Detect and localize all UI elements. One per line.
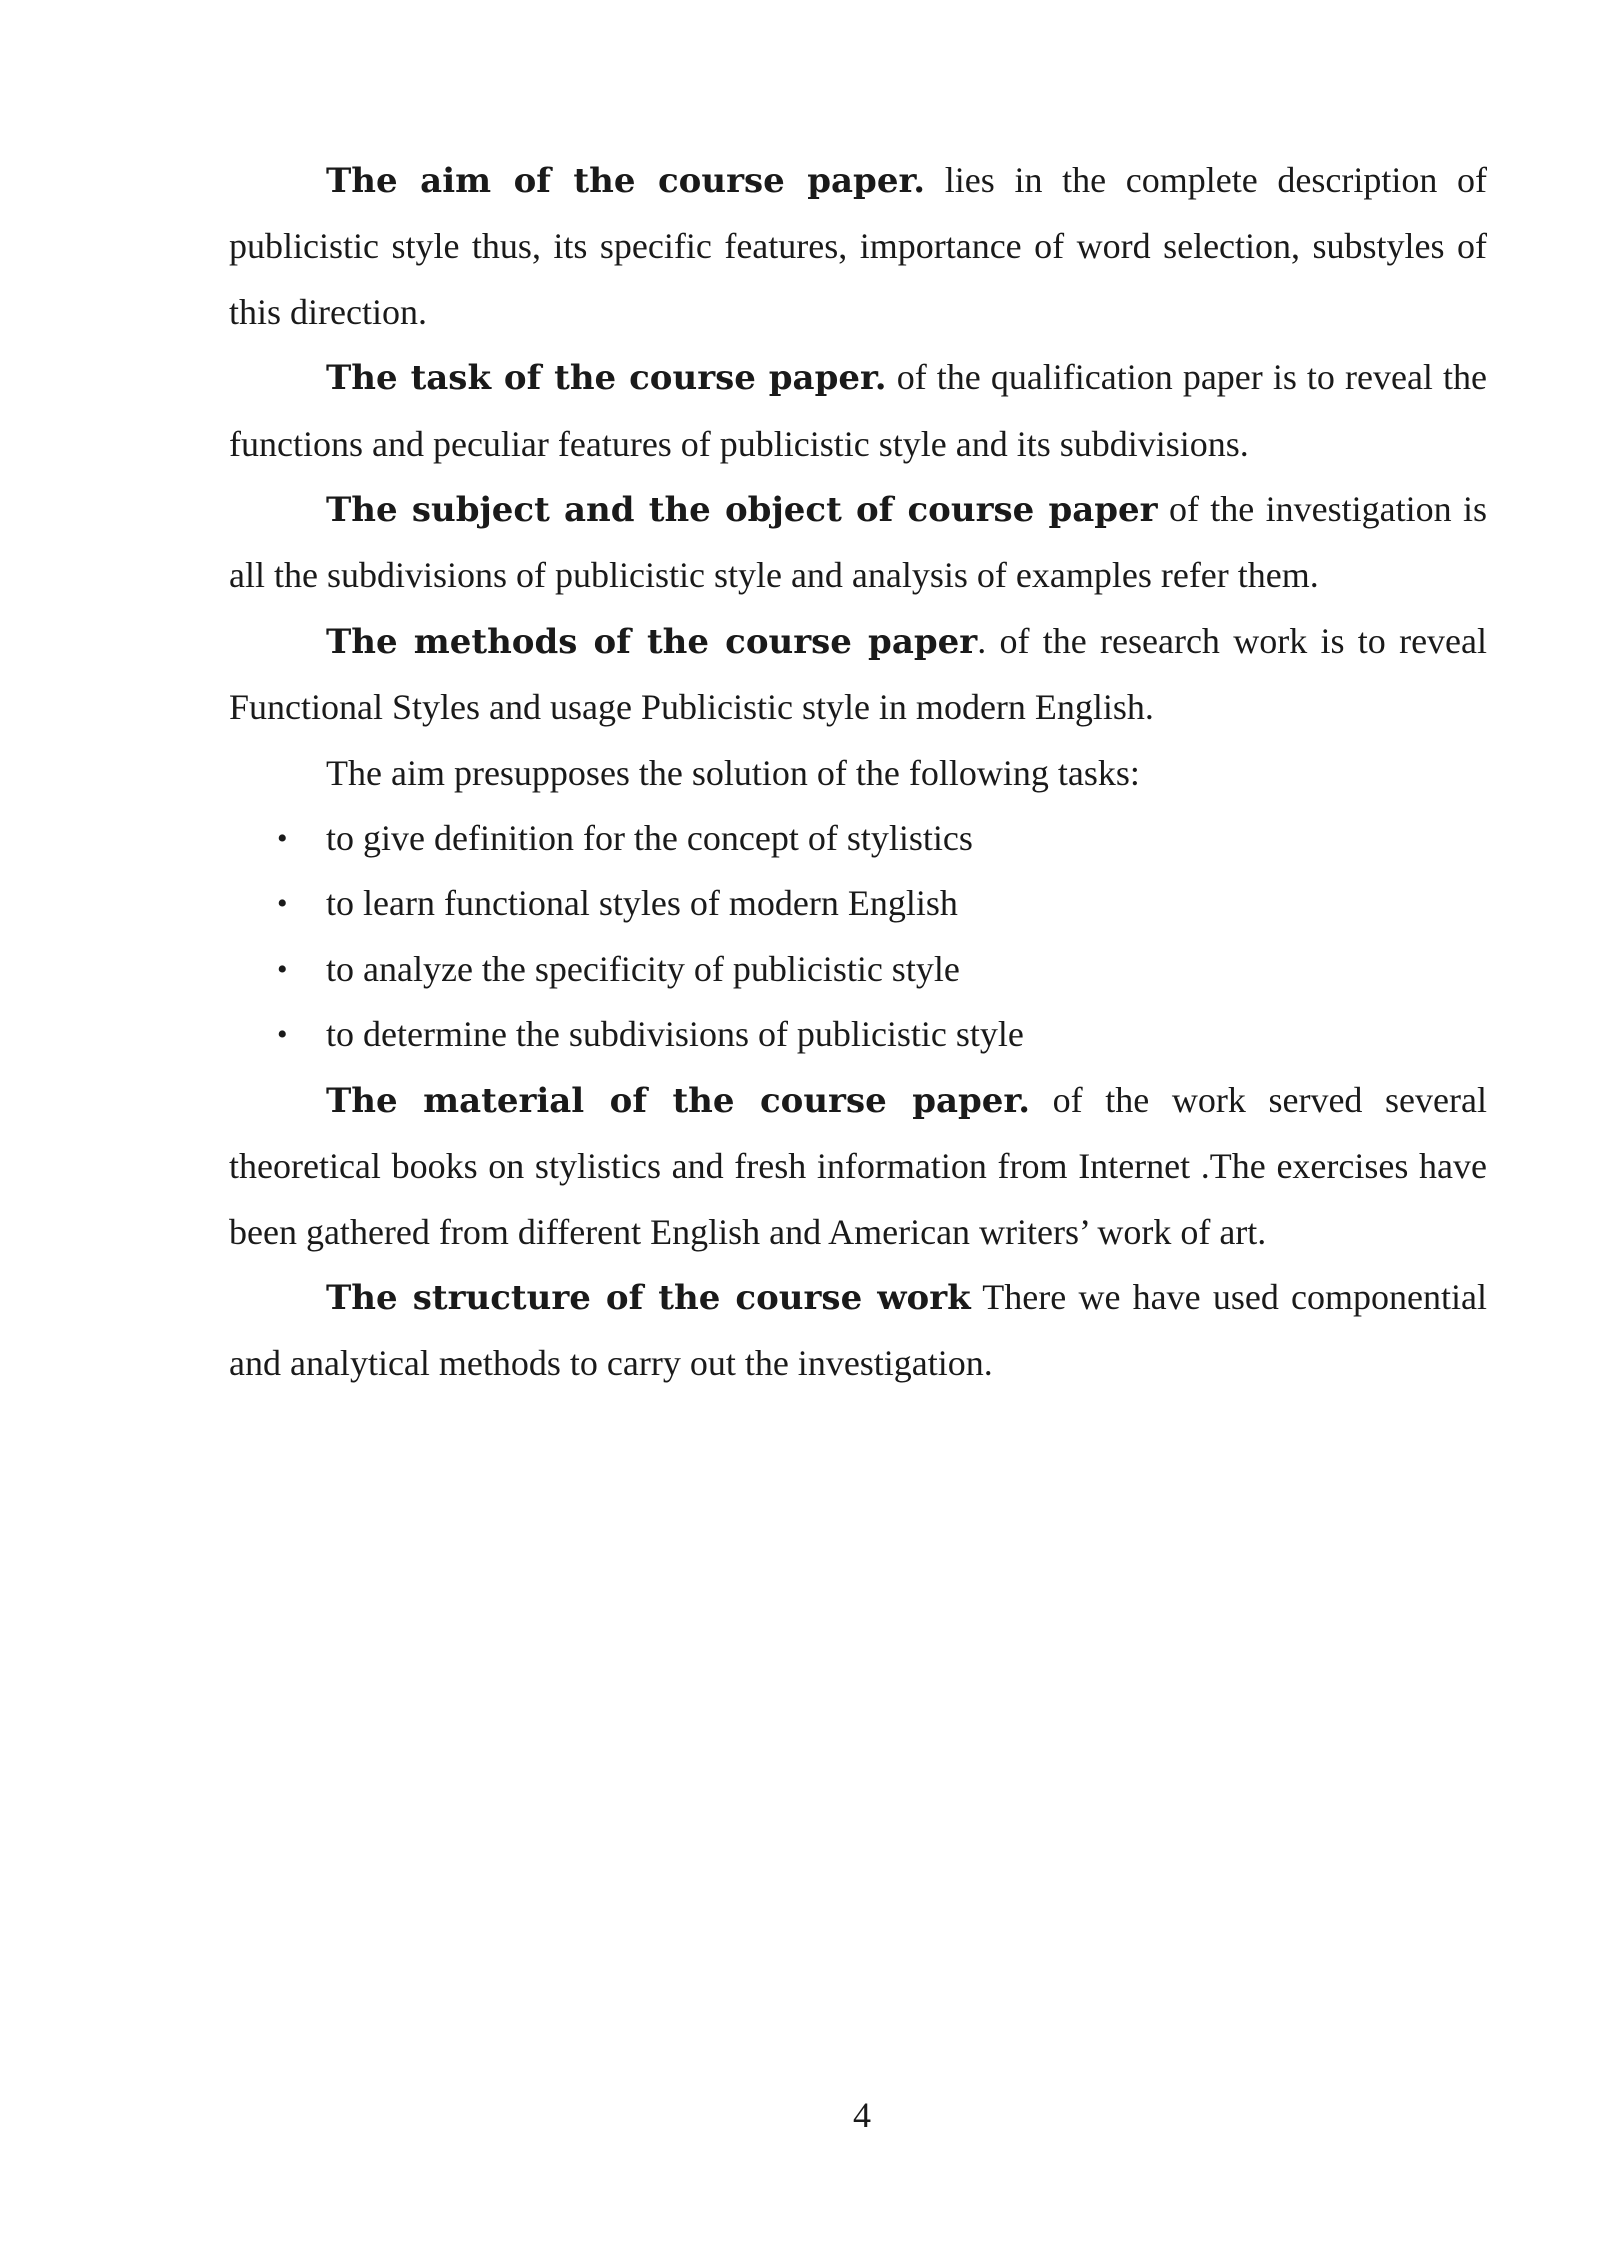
bullet-icon: •: [277, 887, 288, 921]
subject-heading: The subject and the object of course paper: [326, 490, 1158, 531]
list-item-text: to analyze the specificity of publicistic style: [326, 948, 960, 989]
aim-paragraph: [229, 148, 1487, 345]
bullet-icon: •: [277, 1018, 288, 1052]
subject-text: of the investigation is all the subdivisions of publicistic style and analysis of examples refer them.: [229, 489, 1487, 596]
page-number: 4: [853, 2095, 871, 2135]
aim-heading: The aim of the course paper.: [326, 161, 926, 201]
page-body: [229, 148, 1487, 1397]
subject-paragraph: [229, 477, 1487, 609]
list-item-text: to learn functional styles of modern English: [326, 883, 958, 924]
task-text: of the qualification paper is to reveal the functions and peculiar features of publicistic style and its subdivisions.: [229, 357, 1487, 464]
list-item: [229, 871, 1487, 936]
methods-heading: The methods of the course paper: [326, 621, 978, 662]
structure-text: There we have used componential and analytical methods to carry out the investigation.: [229, 1276, 1487, 1384]
bullet-icon: •: [277, 952, 288, 986]
methods-paragraph: [229, 609, 1487, 741]
list-item: [229, 806, 1487, 871]
methods-text: . of the research work is to reveal Functional Styles and usage Publicistic style in modern English.: [229, 620, 1488, 728]
aim-text: lies in the complete description of publicistic style thus, its specific features, importance of word selection, substyles of this direction.: [229, 160, 1487, 332]
material-text: of the work served several theoretical books on stylistics and fresh information from Internet .The exercises have been gathered from different English and American writers’ work of art.: [229, 1079, 1487, 1252]
tasks-list: [229, 806, 1487, 1068]
material-paragraph: [229, 1068, 1487, 1265]
list-item-text: to give definition for the concept of stylistics: [326, 818, 973, 859]
task-heading: The task of the course paper.: [326, 358, 887, 399]
material-heading: The material of the course paper.: [326, 1080, 1031, 1121]
list-item-text: to determine the subdivisions of publicistic style: [326, 1014, 1024, 1055]
bullet-icon: •: [277, 822, 288, 856]
tasks-intro: The aim presupposes the solution of the following tasks:: [326, 752, 1140, 793]
task-paragraph: [229, 345, 1487, 477]
list-item: [229, 937, 1487, 1002]
structure-paragraph: [229, 1265, 1487, 1397]
list-item: [229, 1002, 1487, 1067]
structure-heading: The structure of the course work: [326, 1277, 971, 1318]
